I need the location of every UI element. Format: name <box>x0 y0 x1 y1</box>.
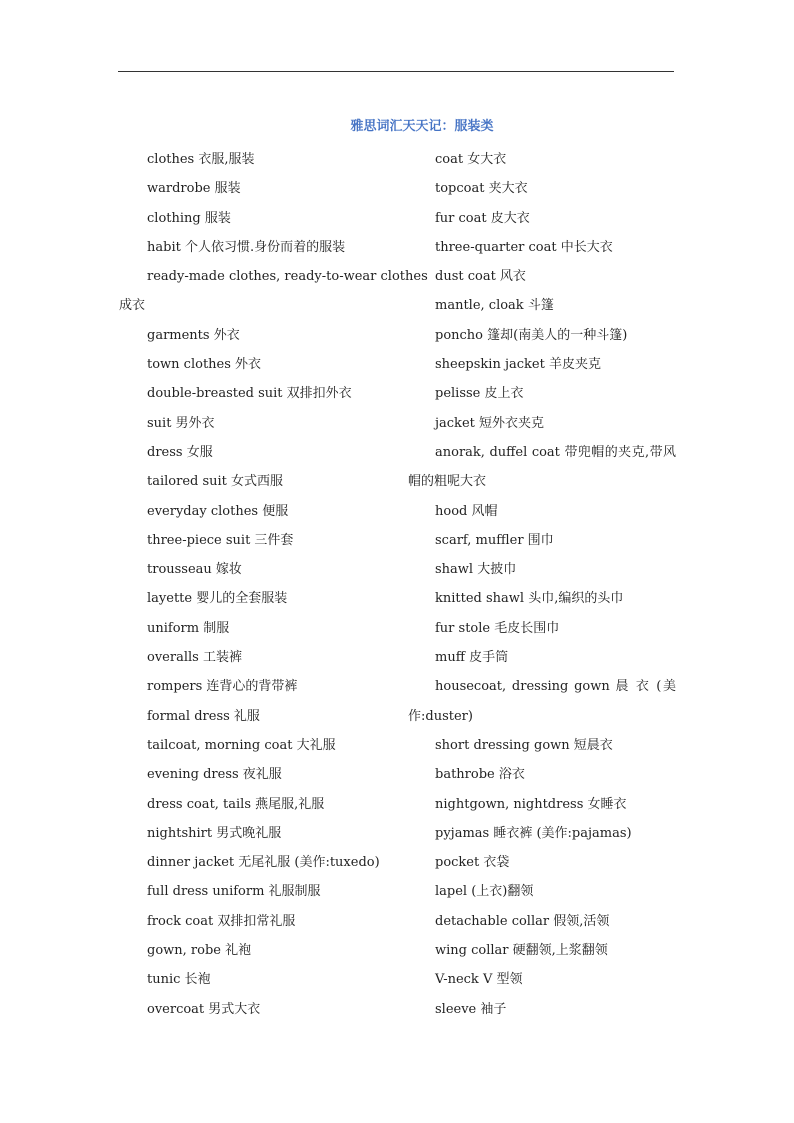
list-item: double-breasted suit 双排扣外衣 <box>147 386 352 402</box>
list-item: everyday clothes 便服 <box>147 503 289 519</box>
list-item: jacket 短外衣夹克 <box>435 415 544 431</box>
list-item: suit 男外衣 <box>147 415 215 431</box>
list-item: three-piece suit 三件套 <box>147 532 294 548</box>
list-item: layette 婴儿的全套服装 <box>147 591 288 607</box>
list-item: housecoat, dressing gown 晨 衣 (美 <box>435 679 676 695</box>
right-column <box>408 145 676 1024</box>
list-item: hood 风帽 <box>435 503 498 519</box>
list-item: tunic 长袍 <box>147 972 211 988</box>
list-item: dinner jacket 无尾礼服 (美作:tuxedo) <box>147 855 380 871</box>
list-item: shawl 大披巾 <box>435 562 517 578</box>
list-item: detachable collar 假领,活领 <box>435 913 610 929</box>
page-title: 雅思词汇天天记：服装类 <box>350 119 494 134</box>
list-item: tailcoat, morning coat 大礼服 <box>147 737 336 753</box>
list-item: muff 皮手筒 <box>435 650 509 666</box>
list-item: pocket 衣袋 <box>435 855 510 871</box>
list-item: 作:duster) <box>408 708 473 724</box>
list-item: V-neck V 型领 <box>435 972 523 988</box>
list-item: full dress uniform 礼服制服 <box>147 884 321 900</box>
list-item: sleeve 袖子 <box>435 1001 507 1017</box>
header-rule <box>118 71 674 72</box>
list-item: dress coat, tails 燕尾服,礼服 <box>147 796 325 812</box>
left-column <box>119 145 428 1024</box>
list-item: town clothes 外衣 <box>147 357 262 373</box>
list-item: nightgown, nightdress 女睡衣 <box>435 796 627 812</box>
list-item: topcoat 夹大衣 <box>435 181 528 197</box>
list-item: pyjamas 睡衣裤 (美作:pajamas) <box>435 825 632 841</box>
list-item: dress 女服 <box>147 444 213 460</box>
list-item: clothes 衣服,服装 <box>147 152 255 167</box>
list-item: anorak, duffel coat 带兜帽的夹克,带风 <box>435 444 676 460</box>
list-item: fur stole 毛皮长围巾 <box>435 620 560 636</box>
list-item: rompers 连背心的背带裤 <box>147 679 298 695</box>
list-item: short dressing gown 短晨衣 <box>435 737 613 753</box>
list-item: wing collar 硬翻领,上浆翻领 <box>435 943 608 959</box>
list-item: trousseau 嫁妆 <box>147 562 242 578</box>
list-item: wardrobe 服装 <box>147 181 241 197</box>
list-item: overcoat 男式大衣 <box>147 1001 261 1017</box>
list-item: knitted shawl 头巾,编织的头巾 <box>435 591 624 607</box>
list-item: three-quarter coat 中长大衣 <box>435 239 613 255</box>
list-item: bathrobe 浴衣 <box>435 767 525 783</box>
list-item: 帽的粗呢大衣 <box>408 474 487 490</box>
list-item: gown, robe 礼袍 <box>147 943 252 959</box>
list-item: pelisse 皮上衣 <box>435 386 524 402</box>
list-item: overalls 工装裤 <box>147 650 242 666</box>
list-item: ready-made clothes, ready-to-wear clothes <box>147 269 428 285</box>
list-item: uniform 制服 <box>147 620 230 636</box>
list-item: poncho 篷却(南美人的一种斗篷) <box>435 327 628 343</box>
list-item: coat 女大衣 <box>435 152 507 167</box>
list-item: sheepskin jacket 羊皮夹克 <box>435 357 601 373</box>
list-item: garments 外衣 <box>147 327 240 343</box>
list-item: tailored suit 女式西服 <box>147 474 284 490</box>
list-item: nightshirt 男式晚礼服 <box>147 825 282 841</box>
list-item: habit 个人依习惯.身份而着的服装 <box>147 239 346 255</box>
list-item: mantle, cloak 斗篷 <box>435 298 554 314</box>
list-item: evening dress 夜礼服 <box>147 767 282 783</box>
list-item: fur coat 皮大衣 <box>435 210 530 226</box>
list-item: 成衣 <box>119 298 146 314</box>
list-item: formal dress 礼服 <box>147 708 260 724</box>
list-item: lapel (上衣)翻领 <box>435 884 534 900</box>
list-item: clothing 服装 <box>147 210 231 226</box>
list-item: frock coat 双排扣常礼服 <box>147 913 296 929</box>
list-item: dust coat 风衣 <box>435 269 526 285</box>
list-item: scarf, muffler 围巾 <box>435 532 554 548</box>
